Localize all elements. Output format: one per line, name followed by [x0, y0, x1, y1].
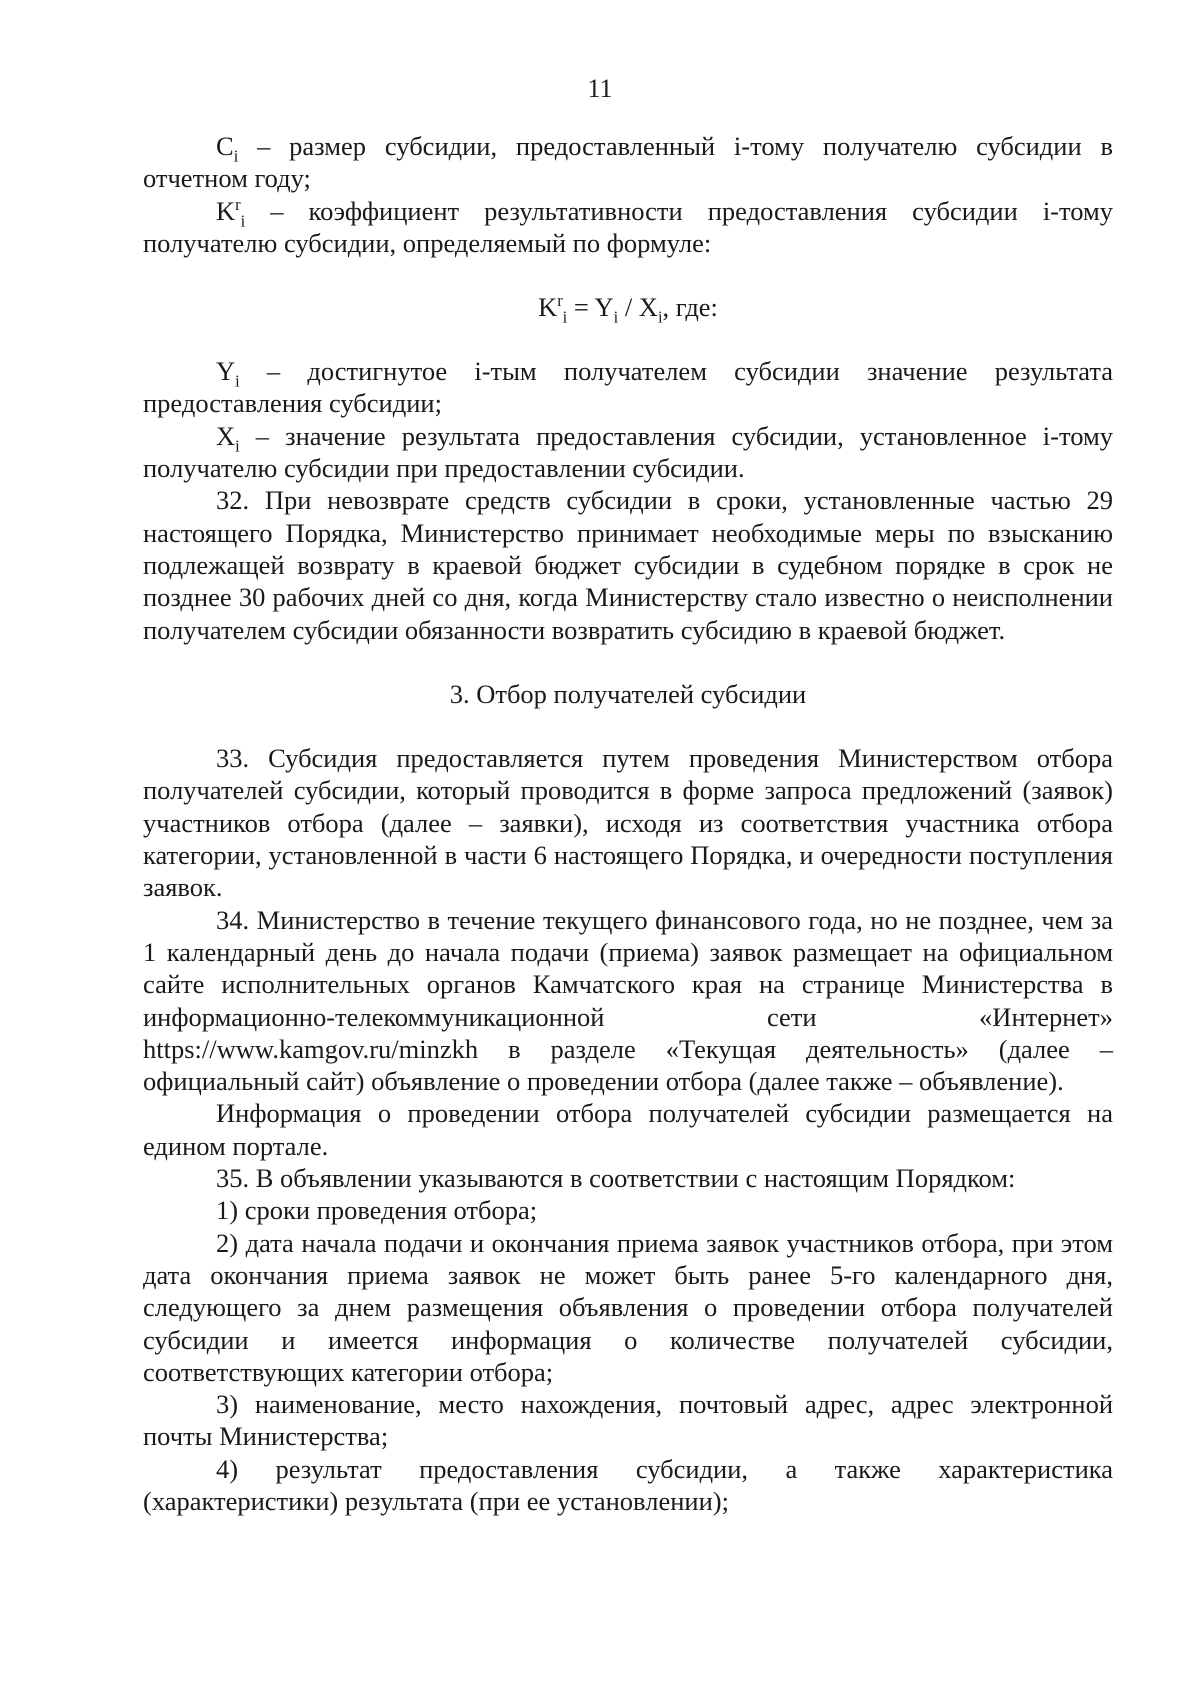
list-item-1: 1) сроки проведения отбора;: [216, 1195, 538, 1226]
superscript-r: r: [235, 194, 241, 214]
formula-k-sub: i: [562, 307, 568, 327]
document-body: [143, 130, 1113, 1517]
symbol-x: X: [216, 420, 236, 451]
page-number: 11: [587, 74, 613, 103]
formula-k-sup: r: [557, 291, 563, 311]
symbol-k: K: [216, 195, 236, 226]
paragraph-34: 34. Министерство в течение текущего финансового года, но не позднее, чем за 1 календарный день до начала подачи (приема) заявок размещает на официальном сайте исполнительных органов Камчатского края на странице Министерства в информационно-телекоммуникационной сети «Интернет» https://www.kamgov.ru/minzkh в разделе «Текущая деятельность» (далее – официальный сайт) объявление о проведении отбора (далее также – объявление).: [143, 904, 1113, 1097]
paragraph-33: 33. Субсидия предоставляется путем проведения Министерством отбора получателей субсидии, который проводится в форме запроса предложений (заявок) участников отбора (далее – заявки), исходя из соответствия участника отбора категории, установленной в части 6 настоящего Порядка, и очередности поступления заявок.: [143, 743, 1113, 903]
spacer: [143, 710, 1113, 742]
subscript-i: i: [240, 210, 246, 230]
formula-x-sub: i: [657, 307, 663, 327]
definition-text: – коэффициент результативности предоставления субсидии i-тому получателю субсидии, определяемый по формуле:: [143, 195, 1113, 258]
paragraph-34-info: Информация о проведении отбора получателей субсидии размещается на едином портале.: [143, 1098, 1113, 1161]
spacer: [143, 323, 1113, 355]
spacer: [143, 259, 1113, 291]
paragraph-32: 32. При невозврате средств субсидии в сроки, установленные частью 29 настоящего Порядка, Министерство принимает необходимые меры по взысканию подлежащей возврату в краевой бюджет субсидии в судебном порядке в срок не позднее 30 рабочих дней со дня, когда Министерству стало известно о неисполнении получателем субсидии обязанности возвратить субсидию в краевой бюджет.: [143, 485, 1113, 645]
formula: [143, 291, 1113, 327]
list-item-4: 4) результат предоставления субсидии, а также характеристика (характеристики) результата (при ее установлении);: [143, 1453, 1113, 1516]
definition-text: – размер субсидии, предоставленный i-тому получателю субсидии в отчетном году;: [143, 131, 1113, 194]
formula-tail: , где:: [662, 292, 718, 323]
definition-text: – значение результата предоставления субсидии, установленное i-тому получателю субсидии при предоставлении субсидии.: [143, 420, 1113, 484]
definition-xi: [143, 420, 1113, 485]
list-item-2: 2) дата начала подачи и окончания приема заявок участников отбора, при этом дата окончания приема заявок не может быть ранее 5-го календарного дня, следующего за днем размещения объявления о проведении отбора получателей субсидии и имеется информация о количестве получателей субсидии, соответствующих категории отбора;: [143, 1227, 1113, 1387]
definition-ci: [143, 130, 1113, 195]
definition-text: – достигнутое i-тым получателем субсидии значение результата предоставления субсидии;: [143, 356, 1113, 419]
subscript-i: i: [235, 371, 240, 391]
subscript-i: i: [235, 436, 240, 456]
spacer: [143, 646, 1113, 678]
formula-y-sub: i: [613, 307, 619, 327]
section-heading: 3. Отбор получателей субсидии: [449, 678, 807, 709]
definition-kri: [143, 195, 1113, 260]
subscript-i: i: [233, 146, 239, 166]
list-item-3: 3) наименование, место нахождения, почтовый адрес, адрес электронной почты Министерства;: [143, 1389, 1113, 1452]
symbol-y: Y: [216, 356, 236, 387]
definition-yi: [143, 355, 1113, 420]
formula-k: K: [538, 292, 558, 323]
formula-eq: = Y: [567, 292, 614, 323]
paragraph-35: 35. В объявлении указываются в соответствии с настоящим Порядком:: [216, 1163, 1016, 1194]
symbol-c: C: [216, 131, 234, 161]
formula-div: / X: [618, 292, 658, 323]
